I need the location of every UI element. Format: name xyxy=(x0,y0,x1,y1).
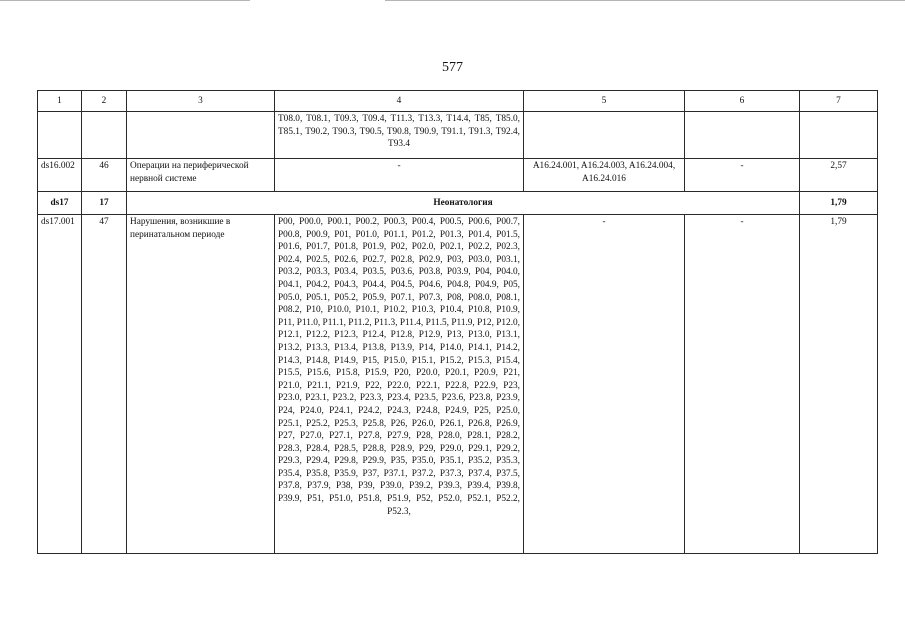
row-diagnosis-codes: - xyxy=(275,159,524,192)
row-name xyxy=(127,112,275,159)
row-code: ds17.001 xyxy=(38,215,82,554)
section-coefficient: 1,79 xyxy=(800,192,878,215)
row-service-codes xyxy=(524,112,685,159)
header-row xyxy=(38,91,878,112)
row-number: 46 xyxy=(82,159,127,192)
table-row xyxy=(38,159,878,192)
header-cell: 6 xyxy=(685,91,800,112)
section-title: Неонатология xyxy=(127,192,800,215)
section-code: ds17 xyxy=(38,192,82,215)
header-cell: 5 xyxy=(524,91,685,112)
row-coefficient xyxy=(800,112,878,159)
row-service-codes: - xyxy=(524,215,685,554)
scan-edge-line-left xyxy=(0,0,250,1)
row-code xyxy=(38,112,82,159)
row-code: ds16.002 xyxy=(38,159,82,192)
row-number: 47 xyxy=(82,215,127,554)
row-service-codes: A16.24.001, A16.24.003, A16.24.004, A16.24.016 xyxy=(524,159,685,192)
header-cell: 1 xyxy=(38,91,82,112)
page-number: 577 xyxy=(442,60,463,75)
row-coefficient: 1,79 xyxy=(800,215,878,554)
row-extra-criteria: - xyxy=(685,215,800,554)
scan-edge-line-right xyxy=(385,0,905,1)
header-cell: 4 xyxy=(275,91,524,112)
row-diagnosis-codes: T08.0, T08.1, T09.3, T09.4, T11.3, T13.3, T14.4, T85, T85.0, T85.1, T90.2, T90.3, T90.5, T90.8, T90.9, T91.1, T91.3, T92.4, T93.4 xyxy=(275,112,524,159)
row-diagnosis-codes: P00, P00.0, P00.1, P00.2, P00.3, P00.4, P00.5, P00.6, P00.7, P00.8, P00.9, P01, P01.0, P01.1, P01.2, P01.3, P01.4, P01.5, P01.6, P01.7, P01.8, P01.9, P02, P02.0, P02.1, P02.2, P02.3, P02.4, P02.5, P02.6, P02.7, P02.8, P02.9, P03, P03.0, P03.1, P03.2, P03.3, P03.4, P03.5, P03.6, P03.8, P03.9, P04, P04.0, P04.1, P04.2, P04.3, P04.4, P04.5, P04.6, P04.8, P04.9, P05, P05.0, P05.1, P05.2, P05.9, P07.1, P07.3, P08, P08.0, P08.1, P08.2, P10, P10.0, P10.1, P10.2, P10.3, P10.4, P10.8, P10.9, P11, P11.0, P11.1, P11.2, P11.3, P11.4, P11.5, P11.9, P12, P12.0, P12.1, P12.2, P12.3, P12.4, P12.8, P12.9, P13, P13.0, P13.1, P13.2, P13.3, P13.4, P13.8, P13.9, P14, P14.0, P14.1, P14.2, P14.3, P14.8, P14.9, P15, P15.0, P15.1, P15.2, P15.3, P15.4, P15.5, P15.6, P15.8, P15.9, P20, P20.0, P20.1, P20.9, P21, P21.0, P21.1, P21.9, P22, P22.0, P22.1, P22.8, P22.9, P23, P23.0, P23.1, P23.2, P23.3, P23.4, P23.5, P23.6, P23.8, P23.9, P24, P24.0, P24.1, P24.2, P24.3, P24.8, P24.9, P25, P25.0, P25.1, P25.2, P25.3, P25.8, P26, P26.0, P26.1, P26.8, P26.9, P27, P27.0, P27.1, P27.8, P27.9, P28, P28.0, P28.1, P28.2, P28.3, P28.4, P28.5, P28.8, P28.9, P29, P29.0, P29.1, P29.2, P29.3, P29.4, P29.8, P29.9, P35, P35.0, P35.1, P35.2, P35.3, P35.4, P35.8, P35.9, P37, P37.1, P37.2, P37.3, P37.4, P37.5, P37.8, P37.9, P38, P39, P39.0, P39.2, P39.3, P39.4, P39.8, P39.9, P51, P51.0, P51.8, P51.9, P52, P52.0, P52.1, P52.2, P52.3, xyxy=(275,215,524,554)
row-number xyxy=(82,112,127,159)
table-row xyxy=(38,215,878,554)
row-extra-criteria: - xyxy=(685,159,800,192)
header-cell: 7 xyxy=(800,91,878,112)
section-row xyxy=(38,192,878,215)
row-extra-criteria xyxy=(685,112,800,159)
tariff-table xyxy=(37,90,878,554)
row-coefficient: 2,57 xyxy=(800,159,878,192)
table-row xyxy=(38,112,878,159)
row-name: Операции на периферической нервной системе xyxy=(127,159,275,192)
header-cell: 2 xyxy=(82,91,127,112)
section-number: 17 xyxy=(82,192,127,215)
header-cell: 3 xyxy=(127,91,275,112)
row-name: Нарушения, возникшие в перинатальном периоде xyxy=(127,215,275,554)
